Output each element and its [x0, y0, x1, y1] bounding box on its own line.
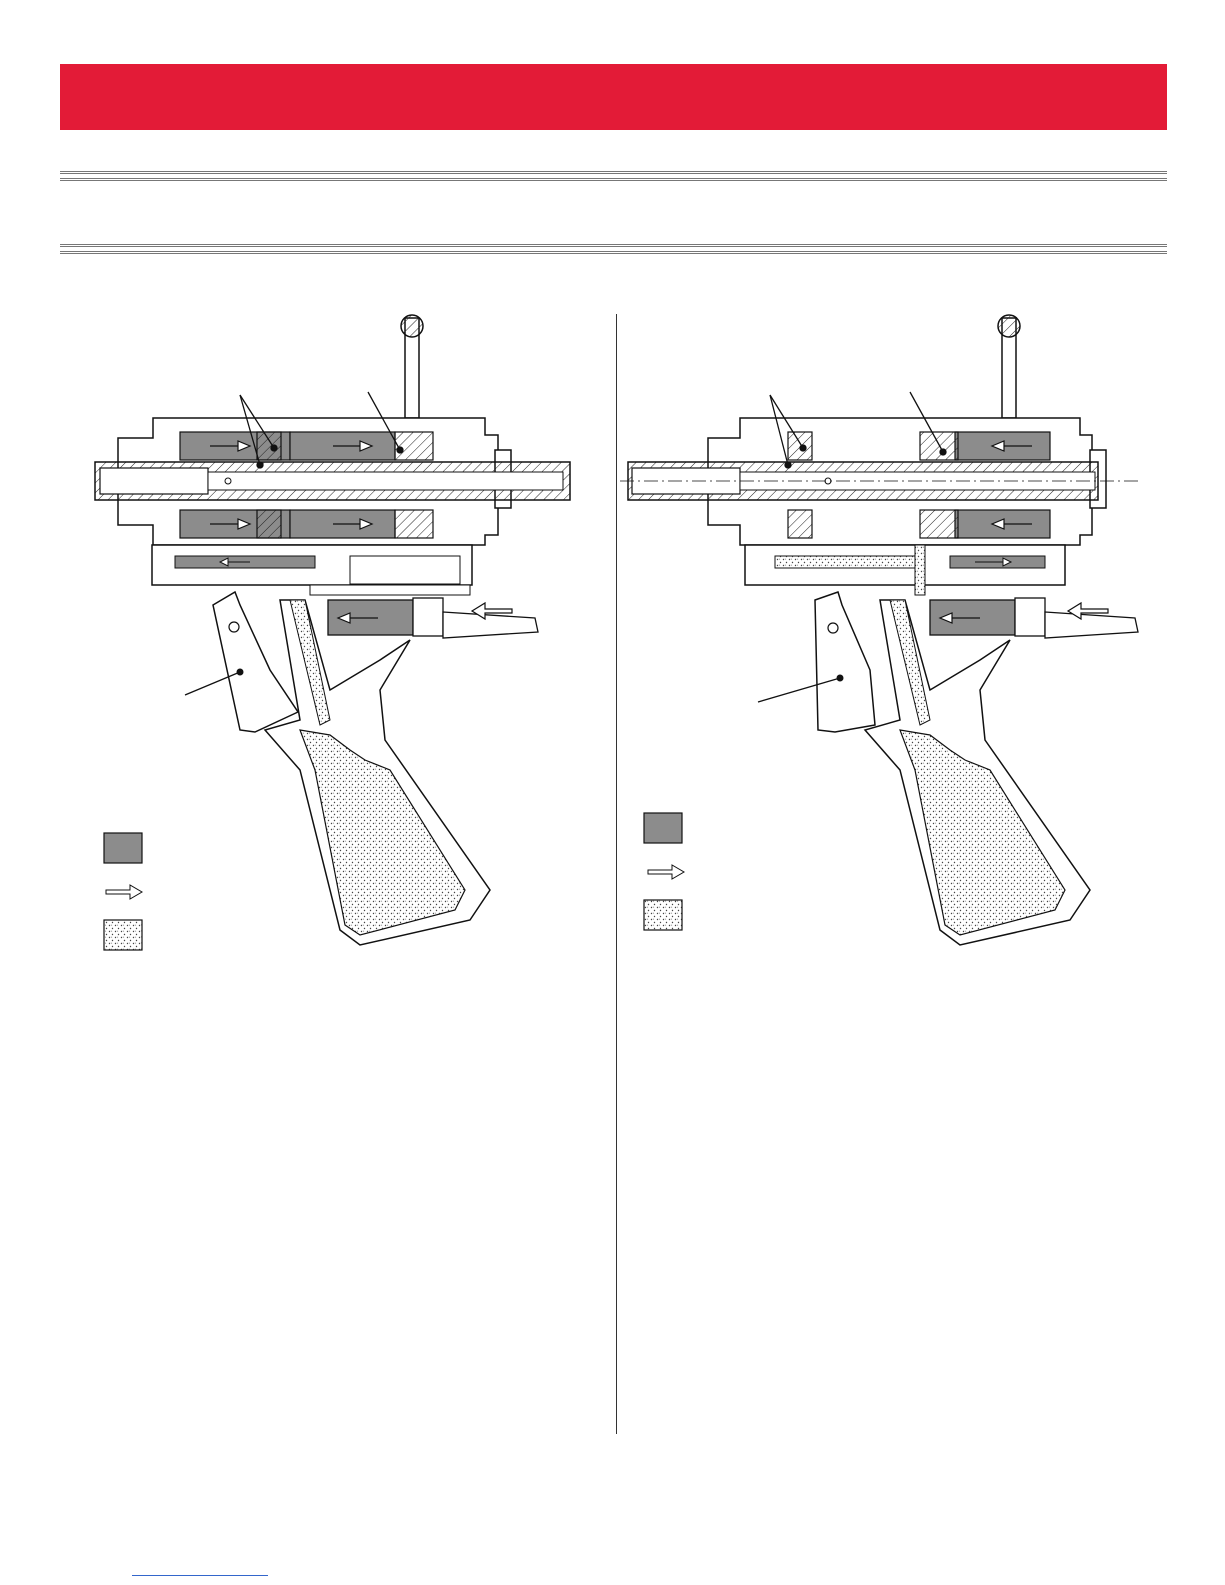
handle-grip — [265, 600, 490, 945]
exhaust-pattern-swatch — [644, 900, 682, 930]
header-bar — [60, 64, 1167, 130]
handle-grip — [865, 600, 1090, 945]
column-divider — [616, 314, 617, 1434]
piston-shaft — [95, 462, 570, 500]
valve-block — [152, 545, 472, 595]
vertical-rod — [401, 315, 423, 418]
legend — [104, 833, 142, 950]
diagram-trigger-released — [620, 300, 1180, 980]
pressurized-air-swatch — [644, 813, 682, 843]
footer-link-underline[interactable] — [132, 1575, 268, 1576]
air-inlet-fitting — [328, 598, 538, 638]
trigger — [185, 592, 298, 732]
pressurized-air-swatch — [104, 833, 142, 863]
trigger — [758, 592, 875, 732]
piston-shaft — [620, 462, 1140, 500]
valve-block — [745, 545, 1065, 595]
air-inlet-fitting — [930, 598, 1138, 638]
exhaust-pattern-swatch — [104, 920, 142, 950]
air-flow-arrow-icon — [106, 885, 142, 899]
vertical-rod — [998, 315, 1020, 418]
diagram-trigger-pulled — [60, 300, 610, 980]
air-flow-arrow-icon — [648, 865, 684, 879]
bottom-double-rule — [60, 244, 1167, 254]
legend — [644, 813, 684, 930]
top-double-rule — [60, 171, 1167, 181]
